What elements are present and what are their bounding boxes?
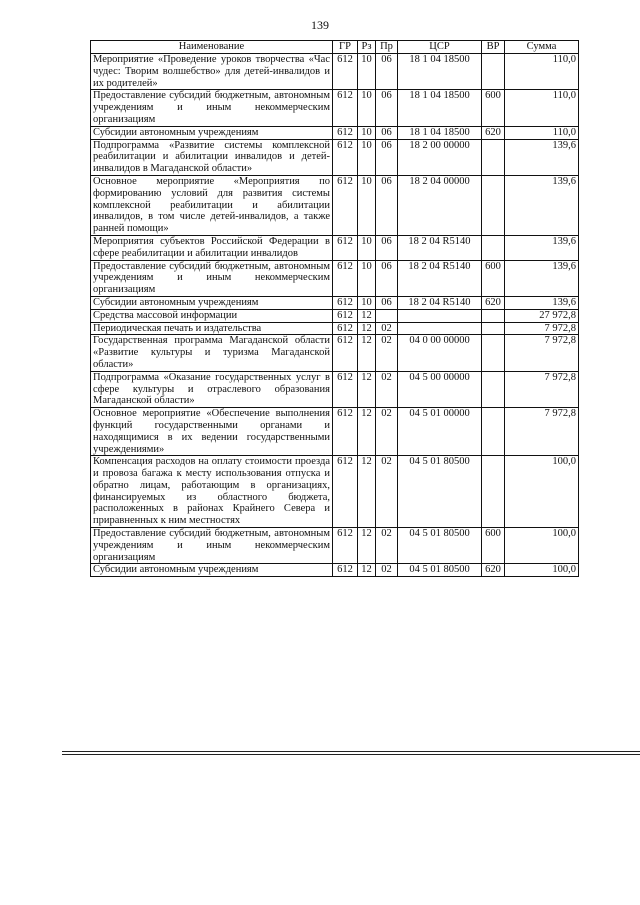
- cell-gr: 612: [333, 90, 358, 126]
- cell-gr: 612: [333, 139, 358, 175]
- cell-rz: 12: [358, 371, 376, 407]
- cell-pr: 02: [376, 335, 398, 371]
- header-vr: ВР: [482, 41, 505, 54]
- cell-vr: 600: [482, 260, 505, 296]
- cell-sum: 100,0: [505, 456, 579, 528]
- header-rz: Рз: [358, 41, 376, 54]
- cell-vr: 600: [482, 528, 505, 564]
- bottom-rule: [62, 754, 640, 755]
- cell-name: Субсидии автономным учреждениям: [91, 296, 333, 309]
- cell-pr: 02: [376, 564, 398, 577]
- cell-csr: 18 2 04 R5140: [398, 296, 482, 309]
- cell-sum: 7 972,8: [505, 408, 579, 456]
- cell-gr: 612: [333, 322, 358, 335]
- cell-pr: 06: [376, 90, 398, 126]
- cell-gr: 612: [333, 54, 358, 90]
- cell-name: Мероприятия субъектов Российской Федерации в сфере реабилитации и абилитации инвалидов: [91, 235, 333, 260]
- cell-sum: 139,6: [505, 175, 579, 235]
- cell-vr: [482, 139, 505, 175]
- cell-gr: 612: [333, 371, 358, 407]
- cell-csr: [398, 309, 482, 322]
- cell-name: Предоставление субсидий бюджетным, автономным учреждениям и иным некоммерческим организациям: [91, 528, 333, 564]
- cell-rz: 10: [358, 296, 376, 309]
- cell-sum: 7 972,8: [505, 322, 579, 335]
- table-row: [91, 260, 579, 296]
- cell-gr: 612: [333, 235, 358, 260]
- cell-pr: 06: [376, 54, 398, 90]
- header-gr: ГР: [333, 41, 358, 54]
- cell-pr: 02: [376, 322, 398, 335]
- cell-gr: 612: [333, 260, 358, 296]
- cell-gr: 612: [333, 456, 358, 528]
- cell-pr: 02: [376, 408, 398, 456]
- cell-csr: 04 5 01 00000: [398, 408, 482, 456]
- cell-rz: 10: [358, 260, 376, 296]
- cell-rz: 10: [358, 126, 376, 139]
- table-row: [91, 309, 579, 322]
- cell-sum: 100,0: [505, 564, 579, 577]
- cell-name: Государственная программа Магаданской области «Развитие культуры и туризма Магаданской области»: [91, 335, 333, 371]
- cell-sum: 7 972,8: [505, 371, 579, 407]
- cell-csr: 18 2 04 R5140: [398, 260, 482, 296]
- cell-vr: [482, 456, 505, 528]
- cell-vr: [482, 235, 505, 260]
- table-row: [91, 456, 579, 528]
- cell-vr: 620: [482, 126, 505, 139]
- cell-vr: [482, 175, 505, 235]
- cell-vr: [482, 371, 505, 407]
- cell-rz: 12: [358, 335, 376, 371]
- table-row: [91, 335, 579, 371]
- cell-vr: 620: [482, 296, 505, 309]
- page-number: 139: [311, 18, 329, 32]
- cell-pr: 06: [376, 235, 398, 260]
- cell-rz: 12: [358, 309, 376, 322]
- header-pr: Пр: [376, 41, 398, 54]
- cell-rz: 10: [358, 235, 376, 260]
- cell-csr: 04 5 00 00000: [398, 371, 482, 407]
- cell-gr: 612: [333, 175, 358, 235]
- cell-rz: 12: [358, 456, 376, 528]
- cell-name: Подпрограмма «Развитие системы комплексной реабилитации и абилитации инвалидов и детей-инвалидов в Магаданской области»: [91, 139, 333, 175]
- cell-vr: [482, 309, 505, 322]
- cell-rz: 10: [358, 54, 376, 90]
- cell-gr: 612: [333, 564, 358, 577]
- cell-rz: 12: [358, 564, 376, 577]
- cell-pr: 06: [376, 296, 398, 309]
- cell-gr: 612: [333, 408, 358, 456]
- cell-name: Подпрограмма «Оказание государственных услуг в сфере культуры и отраслевого образования Магаданской области»: [91, 371, 333, 407]
- table-row: [91, 564, 579, 577]
- cell-gr: 612: [333, 309, 358, 322]
- cell-sum: 139,6: [505, 260, 579, 296]
- cell-name: Компенсация расходов на оплату стоимости проезда и провоза багажа к месту использования отпуска и обратно лицам, работающим в организациях, финансируемых из областного бюджета, расположенных в районах Крайнего Севера и приравненных к ним местностях: [91, 456, 333, 528]
- cell-csr: 18 2 00 00000: [398, 139, 482, 175]
- cell-sum: 110,0: [505, 126, 579, 139]
- cell-vr: [482, 54, 505, 90]
- cell-name: Субсидии автономным учреждениям: [91, 564, 333, 577]
- cell-name: Средства массовой информации: [91, 309, 333, 322]
- cell-csr: 04 5 01 80500: [398, 528, 482, 564]
- table-row: [91, 322, 579, 335]
- header-name: Наименование: [91, 41, 333, 54]
- cell-sum: 139,6: [505, 296, 579, 309]
- cell-vr: [482, 335, 505, 371]
- cell-rz: 12: [358, 322, 376, 335]
- cell-rz: 10: [358, 139, 376, 175]
- cell-gr: 612: [333, 296, 358, 309]
- table-header-row: [91, 41, 579, 54]
- cell-gr: 612: [333, 528, 358, 564]
- cell-name: Основное мероприятие «Обеспечение выполнения функций государственными органами и находящимися в их ведении государственными учреждениями»: [91, 408, 333, 456]
- table-row: [91, 54, 579, 90]
- cell-csr: 18 1 04 18500: [398, 126, 482, 139]
- cell-pr: 02: [376, 456, 398, 528]
- cell-rz: 10: [358, 175, 376, 235]
- header-csr: ЦСР: [398, 41, 482, 54]
- cell-pr: 06: [376, 126, 398, 139]
- cell-csr: 18 2 04 00000: [398, 175, 482, 235]
- cell-csr: 18 2 04 R5140: [398, 235, 482, 260]
- cell-csr: 18 1 04 18500: [398, 90, 482, 126]
- cell-sum: 7 972,8: [505, 335, 579, 371]
- cell-rz: 12: [358, 408, 376, 456]
- cell-sum: 27 972,8: [505, 309, 579, 322]
- cell-pr: 06: [376, 260, 398, 296]
- table-row: [91, 175, 579, 235]
- table-row: [91, 235, 579, 260]
- cell-vr: [482, 322, 505, 335]
- header-sum: Сумма: [505, 41, 579, 54]
- cell-rz: 10: [358, 90, 376, 126]
- cell-csr: 04 0 00 00000: [398, 335, 482, 371]
- table-row: [91, 371, 579, 407]
- cell-name: Периодическая печать и издательства: [91, 322, 333, 335]
- cell-gr: 612: [333, 335, 358, 371]
- cell-vr: [482, 408, 505, 456]
- cell-vr: 620: [482, 564, 505, 577]
- cell-name: Предоставление субсидий бюджетным, автономным учреждениям и иным некоммерческим организациям: [91, 90, 333, 126]
- cell-csr: 04 5 01 80500: [398, 456, 482, 528]
- cell-name: Основное мероприятие «Мероприятия по формированию условий для развития системы комплексной реабилитации и абилитации инвалидов, в том числе детей-инвалидов, а также ранней помощи»: [91, 175, 333, 235]
- cell-pr: [376, 309, 398, 322]
- table-row: [91, 139, 579, 175]
- cell-pr: 06: [376, 175, 398, 235]
- table-row: [91, 296, 579, 309]
- cell-csr: 04 5 01 80500: [398, 564, 482, 577]
- cell-name: Субсидии автономным учреждениям: [91, 126, 333, 139]
- cell-csr: [398, 322, 482, 335]
- cell-name: Предоставление субсидий бюджетным, автономным учреждениям и иным некоммерческим организациям: [91, 260, 333, 296]
- cell-pr: 06: [376, 139, 398, 175]
- cell-sum: 110,0: [505, 54, 579, 90]
- bottom-rule: [62, 751, 640, 752]
- cell-gr: 612: [333, 126, 358, 139]
- table-row: [91, 126, 579, 139]
- cell-sum: 100,0: [505, 528, 579, 564]
- cell-csr: 18 1 04 18500: [398, 54, 482, 90]
- budget-table: [90, 40, 579, 577]
- cell-sum: 139,6: [505, 235, 579, 260]
- cell-vr: 600: [482, 90, 505, 126]
- table-row: [91, 408, 579, 456]
- table-row: [91, 90, 579, 126]
- table-body: [91, 54, 579, 577]
- cell-sum: 139,6: [505, 139, 579, 175]
- cell-rz: 12: [358, 528, 376, 564]
- cell-name: Мероприятие «Проведение уроков творчества «Час чудес: Творим волшебство» для детей-инвалидов и их родителей»: [91, 54, 333, 90]
- cell-pr: 02: [376, 371, 398, 407]
- table-row: [91, 528, 579, 564]
- cell-pr: 02: [376, 528, 398, 564]
- cell-sum: 110,0: [505, 90, 579, 126]
